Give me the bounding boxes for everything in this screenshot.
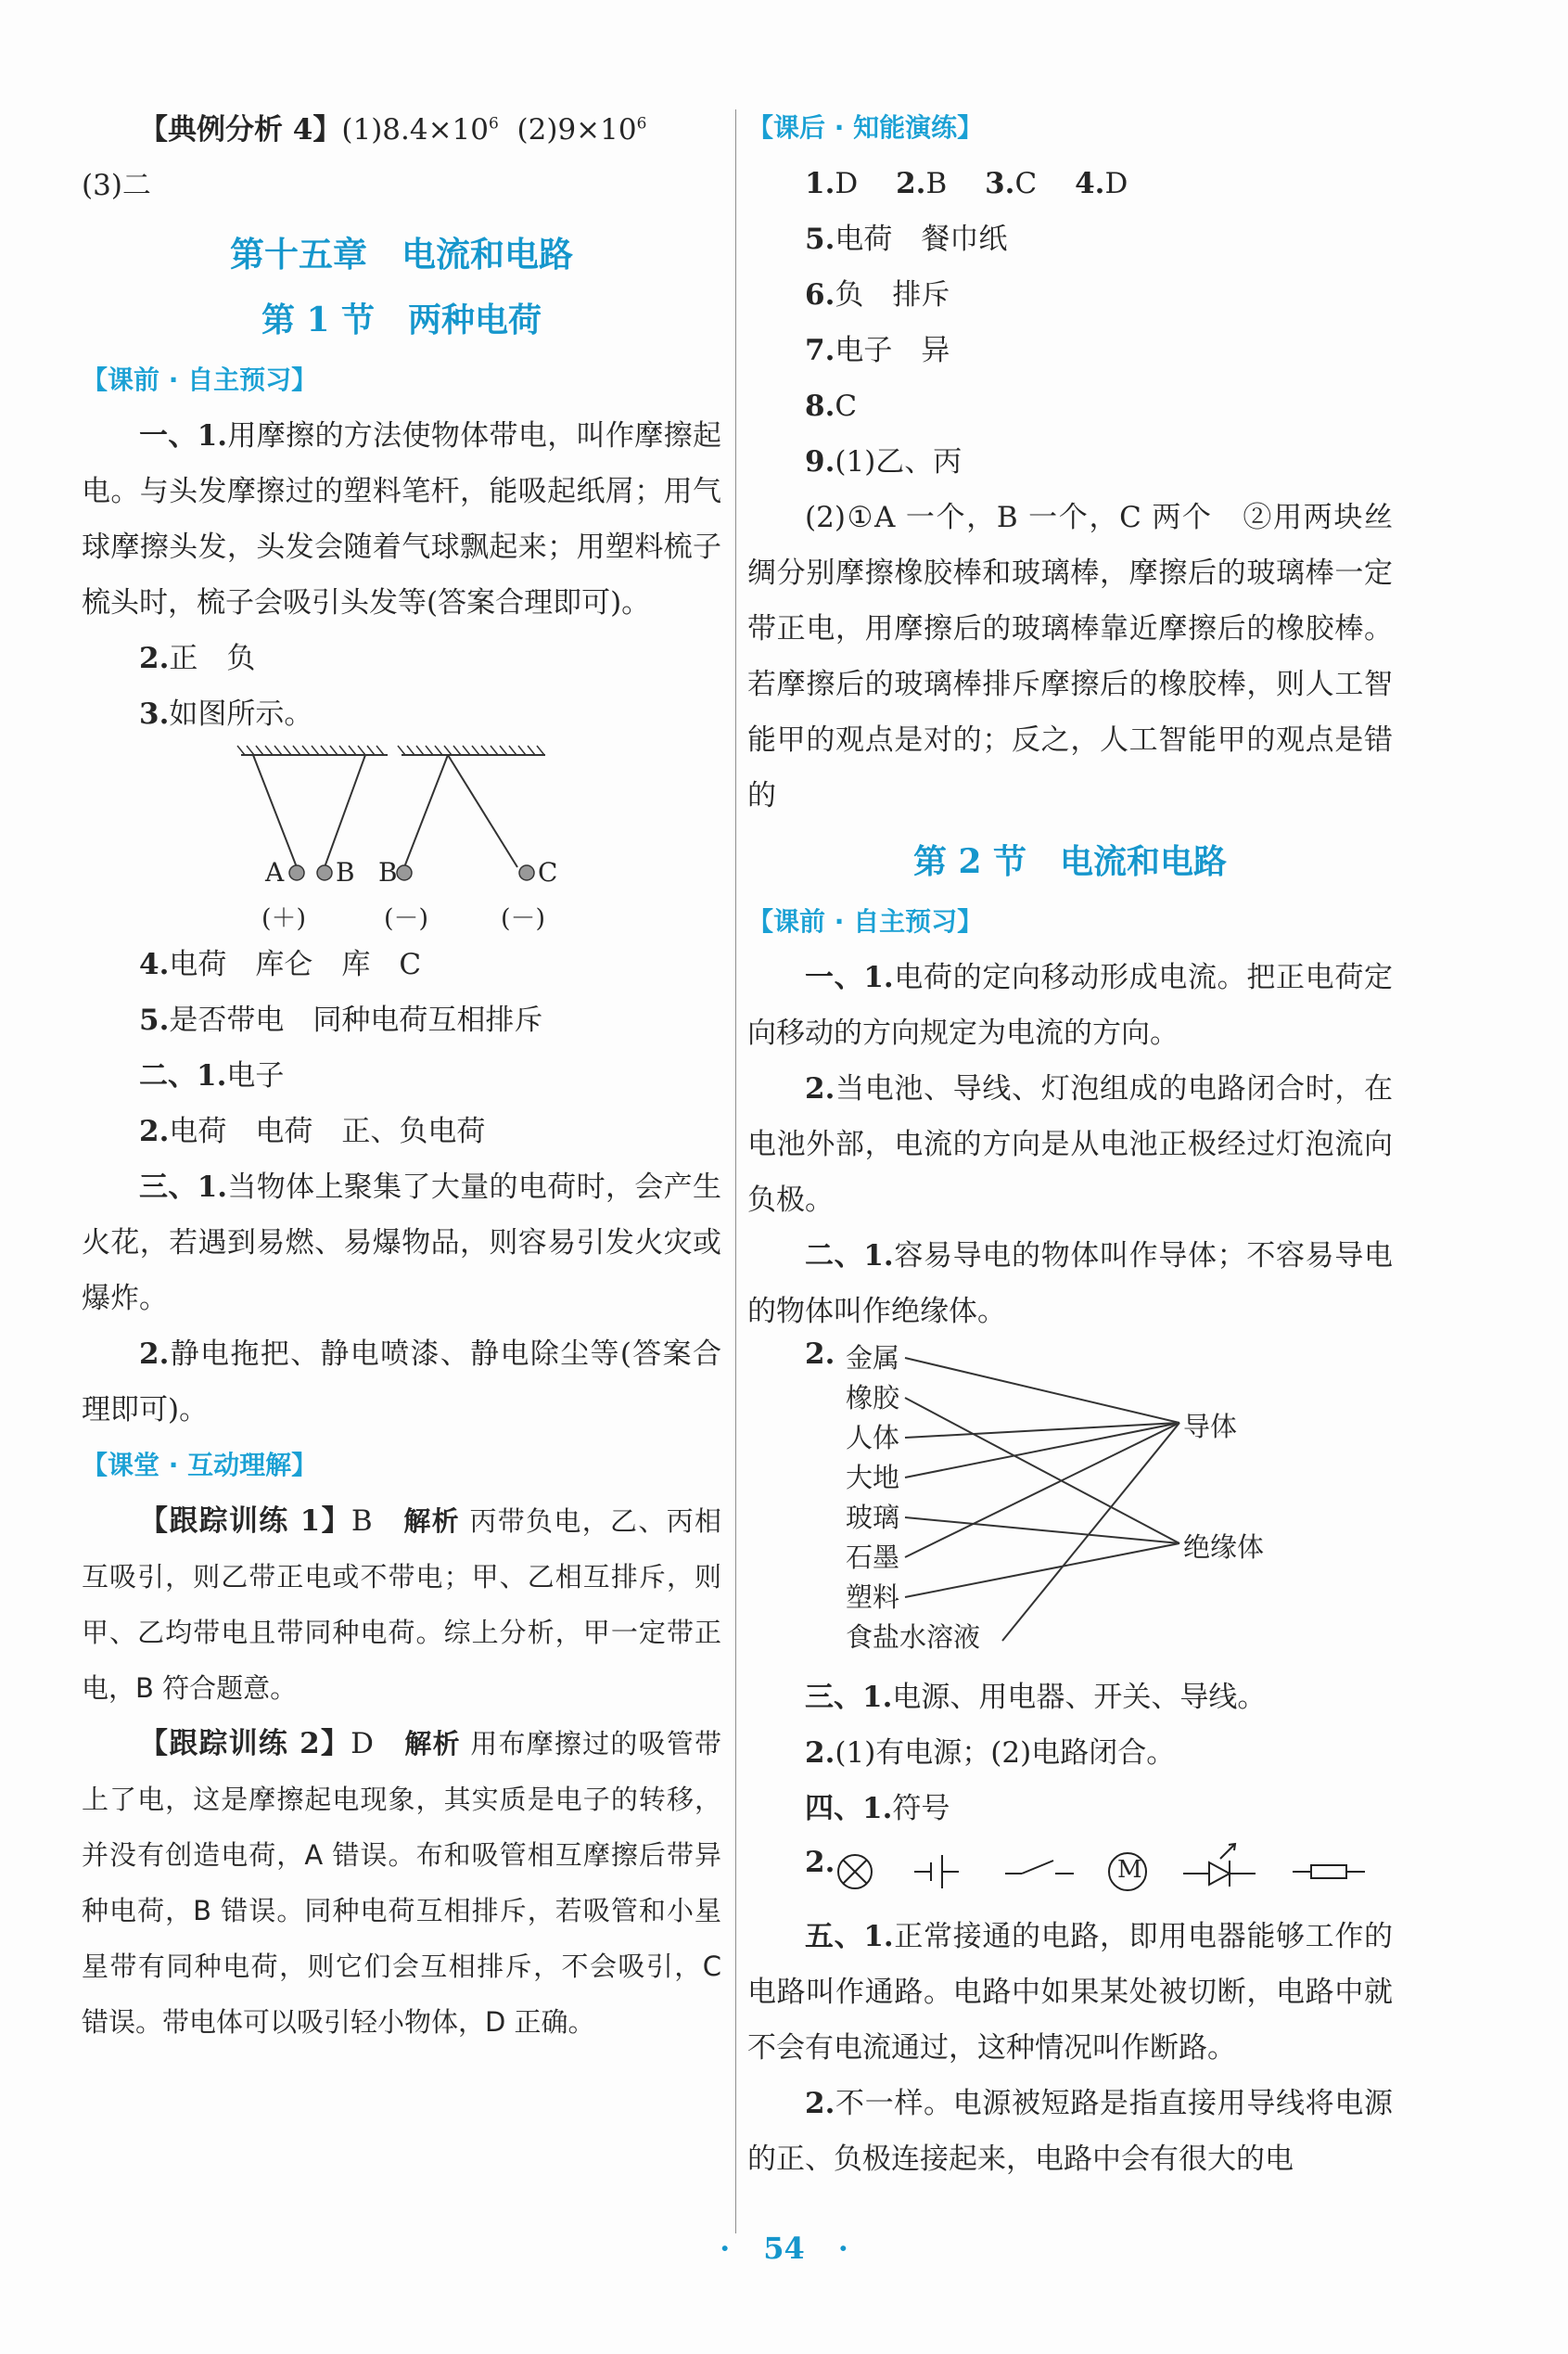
q3-1-num: 三、1. [139, 1171, 228, 1204]
a5 [747, 211, 1393, 267]
example4-exp1: 6 [489, 114, 499, 134]
b2-1-text: 容易导电的物体叫作导体；不容易导电的物体叫作绝缘体。 [747, 1239, 1393, 1328]
a1-num: 1. [805, 167, 835, 200]
chapter-title: 第十五章 电流和电路 [230, 235, 573, 275]
b3-1 [747, 1670, 1393, 1725]
b5-2 [747, 2076, 1393, 2187]
training1-label: 【跟踪训练 1】 [139, 1504, 351, 1538]
right-column [747, 102, 1393, 2187]
material-human-body: 人体 [846, 1422, 900, 1453]
b3-1-num: 三、1. [805, 1681, 893, 1714]
example4-part2: (2)9×10 [498, 113, 637, 147]
a8-num: 8. [805, 390, 835, 423]
a7 [747, 323, 1393, 378]
training1-jx: 解析 [403, 1505, 460, 1537]
training2-text: 用布摩擦过的吸管带上了电，这是摩擦起电现象，其实质是电子的转移，并没有创造电荷，A 错误。布和吸管相互摩擦后带异种电荷，B 错误。同种电荷互相排斥，若吸管和小星星带有同种电荷，则它们会互相排斥，不会吸引，C 错误。带电体可以吸引轻小物体，D 正确。 [82, 1728, 721, 2038]
battery-symbol-icon [914, 1855, 959, 1888]
training2-label: 【跟踪训练 2】 [139, 1727, 351, 1760]
q1-1-num: 一、1. [139, 419, 228, 453]
example4-part3: (3)二 [82, 169, 151, 202]
ball-b2 [397, 865, 412, 880]
training2-answer: D [351, 1727, 405, 1760]
a2-num: 2. [896, 167, 926, 200]
q3-1 [82, 1159, 721, 1326]
label-a: A [265, 857, 285, 888]
b2-2-num: 2. [805, 1337, 835, 1371]
resistor-symbol-icon [1293, 1865, 1365, 1878]
b5-1-num: 五、1. [805, 1920, 894, 1953]
training2-jx: 解析 [404, 1728, 461, 1759]
a4-val: D [1104, 167, 1128, 200]
training1 [82, 1493, 721, 1716]
label-b2: B [378, 857, 398, 888]
material-plastic: 塑料 [846, 1581, 900, 1613]
a2-val: B [925, 167, 976, 200]
material-earth: 大地 [846, 1462, 900, 1493]
lamp-symbol-icon [838, 1855, 872, 1888]
label-c: C [538, 857, 558, 888]
a6-num: 6. [805, 278, 835, 312]
circuit-symbols [747, 1836, 1393, 1909]
b5-2-num: 2. [805, 2087, 835, 2120]
tag-preview2: 【课前 · 自主预习】 [747, 906, 984, 937]
a9-2: (2)①A 一个，B 一个，C 两个 ②用两块丝绸分别摩擦橡胶棒和玻璃棒，摩擦后的玻璃棒一定带正电，用摩擦后的玻璃棒靠近摩擦后的橡胶棒。若摩擦后的玻璃棒排斥摩擦后的橡胶棒，则人工智能甲的观点是对的；反之，人工智能甲的观点是错的 [747, 501, 1393, 812]
b3-1-text: 电源、用电器、开关、导线。 [892, 1681, 1267, 1714]
symbols-svg [747, 1836, 1393, 1909]
q1-3-text: 如图所示。 [169, 697, 313, 731]
q1-1 [82, 408, 721, 631]
a3-num: 3. [985, 167, 1015, 200]
a1-val: D [835, 167, 887, 200]
example4-line [82, 102, 721, 158]
material-metal: 金属 [846, 1342, 900, 1374]
tag-class: 【课堂 · 互动理解】 [82, 1450, 318, 1480]
a7-num: 7. [805, 334, 835, 367]
q3-2-text: 静电拖把、静电喷漆、静电除尘等(答案合理即可)。 [82, 1337, 721, 1426]
a5-text: 电荷 餐巾纸 [835, 223, 1008, 256]
b5-1-text: 正常接通的电路，即用电器能够工作的电路叫作通路。电路中如果某处被切断，电路中就不会有电流通过，这种情况叫作断路。 [747, 1920, 1393, 2065]
a6-text: 负 排斥 [835, 278, 950, 312]
tag-preview: 【课前 · 自主预习】 [82, 365, 318, 395]
q2-1 [82, 1048, 721, 1104]
material-graphite: 石墨 [846, 1542, 900, 1573]
conductor-label: 导体 [1183, 1411, 1238, 1442]
material-glass: 玻璃 [846, 1502, 900, 1533]
column-divider [735, 109, 736, 2233]
a5-num: 5. [805, 223, 835, 256]
page-dot-left: · [720, 2231, 731, 2266]
ball-b1 [317, 865, 332, 880]
led-symbol-icon [1183, 1844, 1256, 1887]
b3-2 [747, 1725, 1393, 1781]
a9 [747, 434, 1393, 490]
b4-1-num: 四、1. [805, 1792, 893, 1825]
section2-title: 第 2 节 电流和电路 [912, 842, 1228, 881]
page-dot-right: · [837, 2231, 848, 2266]
switch-symbol-icon [1005, 1861, 1074, 1874]
b5-2-text: 不一样。电源被短路是指直接用导线将电源的正、负极连接起来，电路中会有很大的电 [747, 2087, 1393, 2176]
q1-2-num: 2. [139, 642, 170, 675]
q2-2-num: 2. [139, 1115, 170, 1148]
left-column [82, 102, 721, 2050]
b1-1 [747, 950, 1393, 1061]
page-number [0, 2231, 1568, 2266]
a9-text: (1)乙、丙 [835, 445, 962, 479]
q1-5-num: 5. [139, 1004, 170, 1037]
b4-1 [747, 1781, 1393, 1836]
page-number-value: 54 [763, 2231, 805, 2266]
b1-1-num: 一、1. [805, 961, 894, 994]
q1-4-num: 4. [139, 948, 170, 981]
b1-2-text: 当电池、导线、灯泡组成的电路闭合时，在电池外部，电流的方向是从电池正极经过灯泡流向负极。 [747, 1072, 1393, 1217]
a7-text: 电子 异 [835, 334, 950, 367]
sign-2: (－) [384, 904, 429, 933]
b1-2 [747, 1061, 1393, 1228]
q1-5-text: 是否带电 同种电荷互相排斥 [169, 1004, 543, 1037]
q2-2 [82, 1104, 721, 1159]
ball-c [519, 865, 534, 880]
q1-3 [82, 686, 721, 742]
motor-letter: M [1117, 1856, 1142, 1884]
b3-2-num: 2. [805, 1736, 835, 1770]
ball-a [289, 865, 304, 880]
b1-2-num: 2. [805, 1072, 835, 1106]
insulator-label: 绝缘体 [1183, 1531, 1265, 1563]
b4-1-text: 符号 [892, 1792, 950, 1825]
b2-1 [747, 1228, 1393, 1339]
q1-2 [82, 631, 721, 686]
q2-1-text: 电子 [226, 1059, 285, 1093]
a3-val: C [1014, 167, 1066, 200]
a8 [747, 378, 1393, 434]
q1-1-text: 用摩擦的方法使物体带电，叫作摩擦起电。与头发摩擦过的塑料笔杆，能吸起纸屑；用气球摩擦头发，头发会随着气球飘起来；用塑料梳子梳头时，梳子会吸引头发等(答案合理即可)。 [82, 419, 721, 620]
b5-1 [747, 1909, 1393, 2076]
b4-2-num: 2. [805, 1846, 835, 1879]
q3-1-text: 当物体上聚集了大量的电荷时，会产生火花，若遇到易燃、易爆物品，则容易引发火灾或爆炸。 [82, 1171, 721, 1315]
q3-2-num: 2. [139, 1337, 170, 1371]
q1-4 [82, 937, 721, 992]
section1-title: 第 1 节 两种电荷 [261, 301, 542, 339]
label-b1: B [336, 857, 355, 888]
example4-part1: (1)8.4×10 [341, 113, 490, 147]
a9-num: 9. [805, 445, 835, 479]
a1-4 [747, 156, 1393, 211]
b2-1-num: 二、1. [805, 1239, 894, 1273]
q1-2-text: 正 负 [169, 642, 256, 675]
q2-1-num: 二、1. [139, 1059, 227, 1093]
example4-label: 【典例分析 4】 [139, 113, 342, 147]
a4-num: 4. [1075, 167, 1105, 200]
pendulum-figure [82, 742, 721, 933]
material-rubber: 橡胶 [846, 1382, 900, 1414]
q1-5 [82, 992, 721, 1048]
tag-after: 【课后 · 知能演练】 [747, 112, 984, 143]
b1-1-text: 电荷的定向移动形成电流。把正电荷定向移动的方向规定为电流的方向。 [747, 961, 1393, 1050]
sign-1: (＋) [261, 904, 307, 933]
q2-2-text: 电荷 电荷 正、负电荷 [169, 1115, 486, 1148]
training2 [82, 1716, 721, 2050]
matching-figure [747, 1339, 1393, 1664]
material-salt-water: 食盐水溶液 [846, 1621, 981, 1653]
example4-exp2: 6 [636, 114, 647, 134]
matching-lines [747, 1339, 1393, 1664]
a6 [747, 267, 1393, 323]
b3-2-text: (1)有电源；(2)电路闭合。 [835, 1736, 1176, 1770]
q1-3-num: 3. [139, 697, 170, 731]
training1-answer: B [351, 1504, 404, 1538]
a8-text: C [835, 390, 858, 423]
sign-3: (－) [501, 904, 546, 933]
q1-4-text: 电荷 库仑 库 C [169, 948, 422, 981]
training1-text: 丙带负电，乙、丙相互吸引，则乙带正电或不带电；甲、乙相互排斥，则甲、乙均带电且带同种电荷。综上分析，甲一定带正电，B 符合题意。 [82, 1505, 722, 1704]
q3-2 [82, 1326, 721, 1438]
